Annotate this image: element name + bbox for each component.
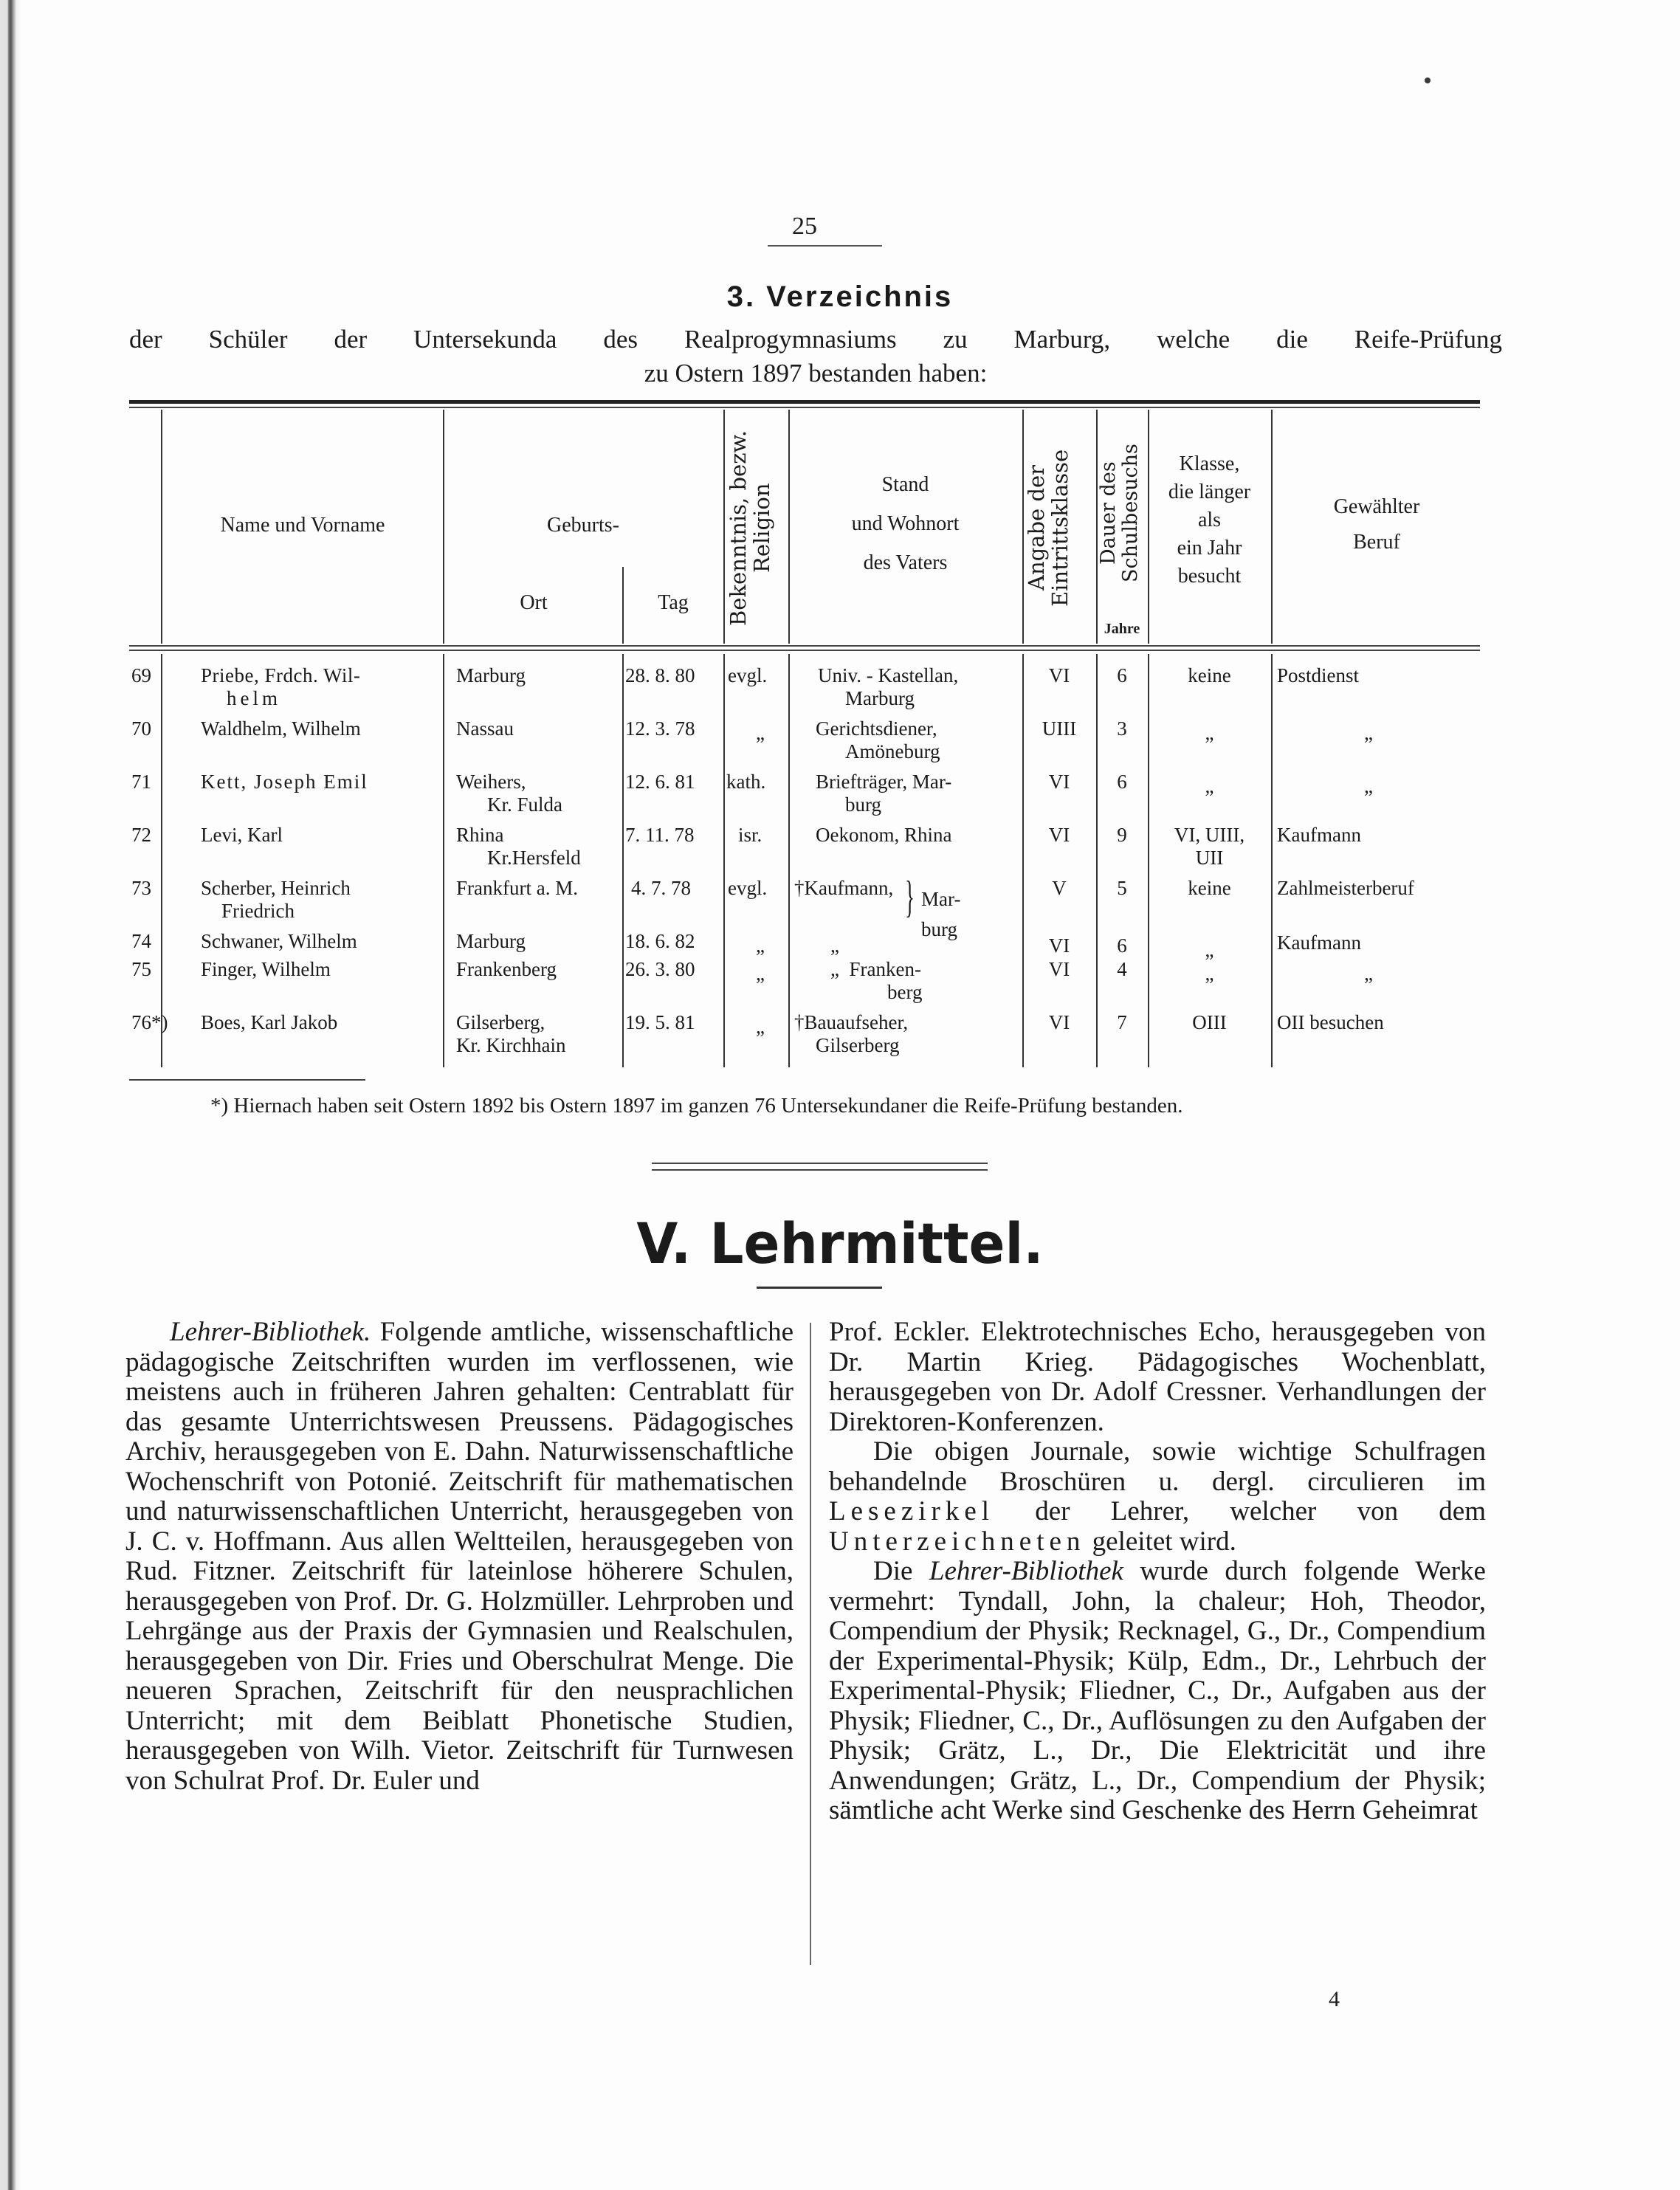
header-beruf-line1: Gewählter <box>1333 495 1420 518</box>
chosen-profession: Kaufmann <box>1277 824 1361 846</box>
entry-class: VI <box>1048 1011 1070 1033</box>
birth-date: 18. 6. 82 <box>625 930 695 952</box>
page-number-rule <box>768 245 882 247</box>
chosen-profession: Kaufmann <box>1277 932 1361 954</box>
entry-class: UIII <box>1042 717 1077 740</box>
chapter-title-rule <box>757 1287 882 1289</box>
paragraph: Prof. Eckler. Elektrotechnisches Echo, herausgegeben von Dr. Martin Krieg. Pädagogisches Wochenblatt, herausgegeben von Dr. Adolf Cressner. Verhandlungen der Direktoren-Konferenzen. <box>829 1317 1486 1437</box>
chosen-profession: „ <box>1364 775 1373 797</box>
chapter-title: V. Lehrmittel. <box>636 1211 1044 1276</box>
father-residence-brace-2: burg <box>921 918 958 940</box>
birth-place: Gilserberg, <box>456 1011 545 1033</box>
religion: evgl. <box>728 664 768 686</box>
religion: „ <box>756 1016 765 1038</box>
father-residence: Amöneburg <box>845 740 940 762</box>
birth-place: Rhina <box>456 824 504 846</box>
student-name: Waldhelm, Wilhelm <box>201 717 361 740</box>
paragraph-text: Die <box>873 1556 929 1586</box>
header-klasse-line1: Klasse, <box>1179 452 1240 475</box>
student-name: Levi, Karl <box>201 824 283 846</box>
father-occupation: Univ. - Kastellan, <box>818 664 959 686</box>
col-divider <box>723 654 725 1067</box>
section-title: 3. Verzeichnis <box>726 280 954 313</box>
birth-district: Kr. Fulda <box>487 793 563 816</box>
header-bekenntnis: Bekenntnis, bezw. Religion <box>726 430 774 626</box>
father-occupation: Gerichtsdiener, <box>816 717 937 740</box>
birth-place: Nassau <box>456 717 514 740</box>
paragraph <box>829 1557 1486 1826</box>
repeated-class: OIII <box>1192 1011 1227 1033</box>
table-footnote: *) Hiernach haben seit Ostern 1892 bis Ostern 1897 im ganzen 76 Untersekundaner die Reife-Prüfung bestanden. <box>210 1094 1183 1118</box>
repeated-class: keine <box>1188 877 1231 899</box>
father-residence: berg <box>887 981 923 1003</box>
col-divider <box>622 567 624 644</box>
student-name: Boes, Karl Jakob <box>201 1011 338 1033</box>
col-divider <box>622 654 624 1067</box>
col-divider <box>1271 410 1273 644</box>
page-number: 25 <box>792 213 817 240</box>
birth-place: Marburg <box>456 930 526 952</box>
body-column-right <box>829 1318 1486 1826</box>
birth-district: Kr. Kirchhain <box>456 1034 566 1056</box>
repeated-class-cont: UII <box>1195 847 1224 869</box>
father-occupation: †Bauaufseher, <box>794 1011 909 1033</box>
ink-speck <box>1425 78 1431 83</box>
student-name-cont: helm <box>227 687 281 709</box>
religion: „ <box>756 934 765 957</box>
birth-date: 26. 3. 80 <box>625 958 695 980</box>
chosen-profession: „ <box>1364 963 1373 985</box>
emphasized-term: Unterzeichneten <box>829 1526 1086 1557</box>
header-name: Name und Vorname <box>220 514 385 537</box>
student-name <box>201 771 368 793</box>
header-beruf-line2: Beruf <box>1353 531 1400 554</box>
col-divider <box>161 654 162 1067</box>
father-residence: burg <box>845 793 882 816</box>
repeated-class: „ <box>1205 722 1214 744</box>
entry-class: VI <box>1048 771 1070 793</box>
years-attended: 6 <box>1117 771 1127 793</box>
row-number: 72 <box>131 824 151 846</box>
header-bottom-rule-2 <box>129 650 1480 651</box>
column-divider <box>810 1323 811 1965</box>
emphasized-term: Lesezirkel <box>829 1496 995 1526</box>
father-residence: Gilserberg <box>816 1034 900 1056</box>
paragraph-text: der Lehrer, welcher von dem <box>994 1496 1486 1526</box>
table-top-rule-2 <box>129 407 1480 408</box>
years-attended: 4 <box>1117 958 1127 980</box>
header-tag: Tag <box>658 591 689 614</box>
father-occupation: †Kaufmann, <box>794 877 894 899</box>
row-number: 69 <box>131 664 151 686</box>
father-occupation: Briefträger, Mar- <box>816 771 952 793</box>
header-bottom-rule <box>129 645 1480 647</box>
religion: „ <box>756 963 765 985</box>
years-attended: 6 <box>1117 934 1127 957</box>
repeated-class: keine <box>1188 664 1231 686</box>
col-divider <box>1096 654 1098 1067</box>
years-attended: 7 <box>1117 1011 1127 1033</box>
header-ort: Ort <box>520 591 548 614</box>
col-divider <box>443 654 444 1067</box>
student-name: Priebe, Frdch. Wil- <box>201 664 361 686</box>
birth-place: Frankenberg <box>456 958 557 980</box>
father-residence-brace-1: Mar- <box>921 888 961 910</box>
lead-term: Lehrer-Bibliothek <box>929 1556 1123 1586</box>
col-divider <box>788 654 790 1067</box>
birth-date: 12. 3. 78 <box>625 717 695 740</box>
birth-district: Kr.Hersfeld <box>487 847 581 869</box>
repeated-class: „ <box>1205 963 1214 985</box>
lead-term: Lehrer-Bibliothek. <box>170 1317 371 1347</box>
birth-date: 28. 8. 80 <box>625 664 695 686</box>
col-divider <box>723 410 725 644</box>
header-klasse-line4: ein Jahr <box>1177 537 1242 559</box>
birth-place: Weihers, <box>456 771 526 793</box>
years-attended: 5 <box>1117 877 1127 899</box>
birth-place: Marburg <box>456 664 526 686</box>
religion: isr. <box>738 824 762 846</box>
col-divider <box>161 410 162 644</box>
religion: kath. <box>726 771 766 793</box>
paragraph <box>125 1318 793 1796</box>
col-divider <box>1271 654 1273 1067</box>
section-subtitle-line2: zu Ostern 1897 bestanden haben: <box>644 359 988 388</box>
row-number: 76*) <box>131 1011 168 1033</box>
header-stand-line1: Stand <box>881 473 929 496</box>
section-separator <box>652 1163 988 1171</box>
row-number: 70 <box>131 717 151 740</box>
row-number: 73 <box>131 877 151 899</box>
table-top-rule <box>129 400 1480 404</box>
father-occupation: Oekonom, Rhina <box>816 824 952 846</box>
birth-date: 12. 6. 81 <box>625 771 695 793</box>
brace-icon: } <box>905 872 915 921</box>
header-klasse-line5: besucht <box>1177 565 1242 588</box>
birth-date: 7. 11. 78 <box>625 824 695 846</box>
years-attended: 9 <box>1117 824 1127 846</box>
book-binding-edge <box>0 0 21 2190</box>
paragraph-text: Folgende amtliche, wissenschaftliche pädagogische Zeitschriften wurden im verflossenen, wie meistens auch in früheren Jahren gehalten: Centrablatt für das gesamte Unterrichtswesen Preussens. Pädagogisches Archiv, herausgegeben von E. Dahn. Naturwissenschaftliche Wochenschrift von Potonié. Zeitschrift für mathematischen und naturwissenschaftlichen Unterricht, herausgegeben von J. C. v. Hoffmann. Aus allen Weltteilen, herausgegeben von Rud. Fitzner. Zeitschrift für lateinlose höherere Schulen, herausgegeben von Prof. Dr. G. Holzmüller. Lehrproben und Lehrgänge aus der Praxis der Gymnasien und Realschulen, herausgegeben von Dir. Fries und Oberschulrat Menge. Die neueren Sprachen, Zeitschrift für den neusprachlichen Unterricht; mit dem Beiblatt Phonetische Studien, herausgegeben von Wilh. Vietor. Zeitschrift für Turnwesen von Schulrat Prof. Dr. Euler und <box>125 1317 793 1796</box>
section-subtitle-line1: der Schüler der Untersekunda des Realprogymnasiums zu Marburg, welche die Reife-Prüfung <box>129 325 1502 354</box>
chosen-profession: OII besuchen <box>1277 1011 1384 1033</box>
paragraph-text: Die obigen Journale, sowie wichtige Schulfragen behandelnde Broschüren u. dergl. circulieren im <box>829 1436 1486 1497</box>
entry-class: VI <box>1048 664 1070 686</box>
table-end-rule <box>129 1079 365 1081</box>
entry-class: VI <box>1048 958 1070 980</box>
header-eintrittsklasse: Angabe der Eintrittsklasse <box>1024 449 1073 607</box>
paragraph <box>829 1437 1486 1557</box>
body-column-left <box>125 1318 793 1796</box>
repeated-class: „ <box>1205 939 1214 961</box>
entry-class: VI <box>1048 824 1070 846</box>
header-stand-line3: des Vaters <box>863 551 948 574</box>
header-jahre: Jahre <box>1104 621 1140 637</box>
repeated-class: „ <box>1205 775 1214 797</box>
entry-class: V <box>1052 877 1067 899</box>
father-occupation: „ <box>830 934 839 957</box>
chosen-profession: Postdienst <box>1277 664 1360 686</box>
father-occupation: „ Franken- <box>830 958 921 980</box>
student-name: Scherber, Heinrich <box>201 877 351 899</box>
col-divider <box>443 410 444 644</box>
birth-date: 19. 5. 81 <box>625 1011 695 1033</box>
religion: „ <box>756 722 765 744</box>
signature-mark: 4 <box>1329 1987 1340 2011</box>
student-name-text: Kett, Joseph Emil <box>201 771 368 793</box>
student-name-cont: Friedrich <box>221 900 295 922</box>
years-attended: 6 <box>1117 664 1127 686</box>
chosen-profession: Zahlmeisterberuf <box>1277 877 1414 899</box>
years-attended: 3 <box>1117 717 1127 740</box>
header-geburts: Geburts- <box>547 514 619 537</box>
header-dauer: Dauer des Schulbesuchs <box>1097 444 1142 582</box>
birth-place: Frankfurt a. M. <box>456 877 578 899</box>
repeated-class: VI, UIII, <box>1174 824 1245 846</box>
student-name: Finger, Wilhelm <box>201 958 331 980</box>
row-number: 71 <box>131 771 151 793</box>
religion: evgl. <box>728 877 768 899</box>
student-name: Schwaner, Wilhelm <box>201 930 357 952</box>
chosen-profession: „ <box>1364 722 1373 744</box>
header-klasse-line3: als <box>1197 509 1222 531</box>
father-residence: Marburg <box>845 687 915 709</box>
row-number: 74 <box>131 930 151 952</box>
row-number: 75 <box>131 958 151 980</box>
header-stand-line2: und Wohnort <box>851 512 960 535</box>
paragraph-text: geleitet wird. <box>1085 1526 1236 1557</box>
col-divider <box>1022 654 1024 1067</box>
birth-date: 4. 7. 78 <box>631 877 691 899</box>
entry-class: VI <box>1048 934 1070 957</box>
header-klasse-line2: die länger <box>1168 481 1251 503</box>
paragraph-text: wurde durch folgende Werke vermehrt: Tyndall, John, la chaleur; Hoh, Theodor, Compendium der Physik; Recknagel, G., Dr., Compendium der Experimental-Physik; Külp, Edm., Dr., Lehrbuch der Experimental-Physik; Fliedner, C., Dr., Aufgaben aus der Physik; Fliedner, C., Dr., Auflösungen zu den Aufgaben der Physik; Grätz, L., Dr., Die Elektricität und ihre Anwendungen; Grätz, L., Dr., Compendium der Physik; sämtliche acht Werke sind Geschenke des Herrn Geheimrat <box>829 1556 1486 1825</box>
